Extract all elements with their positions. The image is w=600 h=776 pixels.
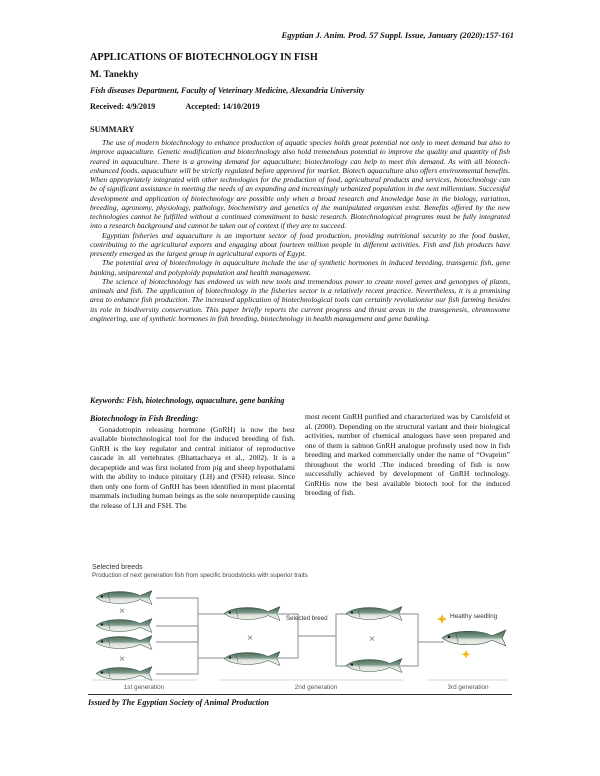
body-column-left: [90, 414, 295, 510]
body-paragraph: most recent GnRH purified and characterized was by Carolsfeld et al. (2000). Depending on the structural variant and their biological activities, number of chemical analogues have seen prepared and one of them is salmon GnRH analogue profusely used now in fish breeding and marked commercially under the name of “Ovaprim” throughout the world .The induced breeding of fish is now successfully achieved by development of GnRH technology. GnRHis now the best available biotech tool for the induced breeding of fish.: [305, 412, 510, 498]
cross-icon: ×: [247, 633, 253, 644]
summary-paragraph: The potential area of biotechnology in aquaculture include the use of synthetic hormones in induced breeding, transgenic fish, gene banking, uniparental and polyploidy population and health management.: [90, 258, 510, 277]
generation-label-3: 3rd generation: [447, 684, 489, 691]
article-author: M. Tanekhy: [90, 70, 139, 80]
received-date: Received: 4/9/2019: [90, 102, 156, 111]
article-dates: [90, 102, 260, 111]
breeding-figure: [88, 562, 512, 692]
author-affiliation: Fish diseases Department, Faculty of Veterinary Medicine, Alexandria University: [90, 86, 365, 95]
fish-icon: [96, 619, 152, 633]
fish-icon: [224, 652, 280, 666]
fish-icon: [96, 667, 152, 681]
healthy-seedling-label: Healthy seedling: [450, 613, 498, 620]
summary-paragraph: The use of modern biotechnology to enhance production of aquatic species holds great potential not only to meet demand but also to improve aquaculture. Genetic modification and biotechnology also hold tremendous potential to improve the quality and quantity of fish reared in aquaculture. There is a growing demand for aquaculture; biotechnology can help to meet this demand. As with all biotech-enhanced foods, aquaculture will be strictly regulated before approved for market. Biotech aquaculture also offers environmental benefits. When appropriately integrated with other technologies for the production of food, agricultural products and services, biotechnology can be of significant assistance in meeting the needs of an expanding and increasingly urbanized population in the next millennium. Successful development and application of biotechnology are possible only when a broad research and knowledge base in the biology, variation, breeding, agronomy, physiology, pathology, biochemistry and genetics of the manipulated organism exist. Benefits offered by the new technologies cannot be fulfilled without a continued commitment to basic research. Biotechnological programs must be fully integrated into a research background and cannot be taken out of context if they are to succeed.: [90, 138, 510, 231]
fish-icon: [346, 607, 402, 621]
body-paragraph: Gonadotropin releasing hormone (GnRH) is now the best available biotechnological tool for the induced breeding of fish. GnRH is the key regulator and central initiator of reproductive cascade in all vertebrates (Bhattacharya et al., 2002). It is a decapeptide and was first isolated from pig and sheep hypothalami with the ability to induce pituitary (LH) and (FSH) release. Since then only one form of GnRH has been identified in most placental mammals including human beings as the sole neuropeptide causing the release of LH and FSH. The: [90, 424, 295, 510]
fish-icon: [96, 636, 152, 650]
cross-icon: ×: [369, 634, 375, 645]
summary-heading: SUMMARY: [90, 125, 135, 134]
article-title: APPLICATIONS OF BIOTECHNOLOGY IN FISH: [90, 52, 318, 63]
selected-breeds-label: Selected breeds: [92, 564, 143, 571]
accepted-date: Accepted: 14/10/2019: [185, 102, 260, 111]
selected-breed-label: Selected breed: [286, 615, 328, 622]
journal-header: Egyptian J. Anim. Prod. 57 Suppl. Issue, January (2020):157-161: [281, 30, 514, 40]
footer-text: Issued by The Egyptian Society of Animal Production: [88, 698, 269, 707]
figure-top-caption: Production of next generation fish from specific broodstocks with superior traits: [92, 572, 308, 579]
keywords-line: Keywords: Fish, biotechnology, aquaculture, gene banking: [90, 396, 285, 405]
summary-text: [90, 138, 510, 323]
generation-label-2: 2nd generation: [294, 684, 338, 691]
summary-paragraph: The science of biotechnology has endowed us with new tools and tremendous power to create novel genes and genotypes of plants, animals and fish. The application of biotechnology in the fisheries sector is a relatively recent practice. Nevertheless, it is a promising area to enhance fish production. The increased application of biotechnological tools can certainly revolutionise our fish farming besides its role in biodiversity conservation. This paper briefly reports the current progress and thrust areas in the transgenesis, chromosome engineering, use of synthetic hormones in fish breeding, biotechnology in health management and gene banking.: [90, 276, 510, 323]
healthy-fish-icon: [442, 630, 505, 646]
section-heading: Biotechnology in Fish Breeding:: [90, 414, 199, 423]
fish-icon: [224, 607, 280, 621]
cross-icon: ×: [119, 654, 125, 665]
cross-icon: ×: [119, 606, 125, 617]
body-column-right: [305, 412, 510, 498]
generation-label-1: 1st generation: [123, 684, 165, 691]
fish-icon: [346, 659, 402, 673]
fish-icon: [96, 591, 152, 605]
footer-rule: [88, 694, 512, 695]
summary-paragraph: Egyptian fisheries and aquaculture is an important sector of food production, providing nutritional security to the food basket, contributing to the agricultural exports and engaging about fourteen million people in different activities. Fish and fish products have presently emerged as the largest group in agricultural exports of Egypt.: [90, 230, 510, 258]
